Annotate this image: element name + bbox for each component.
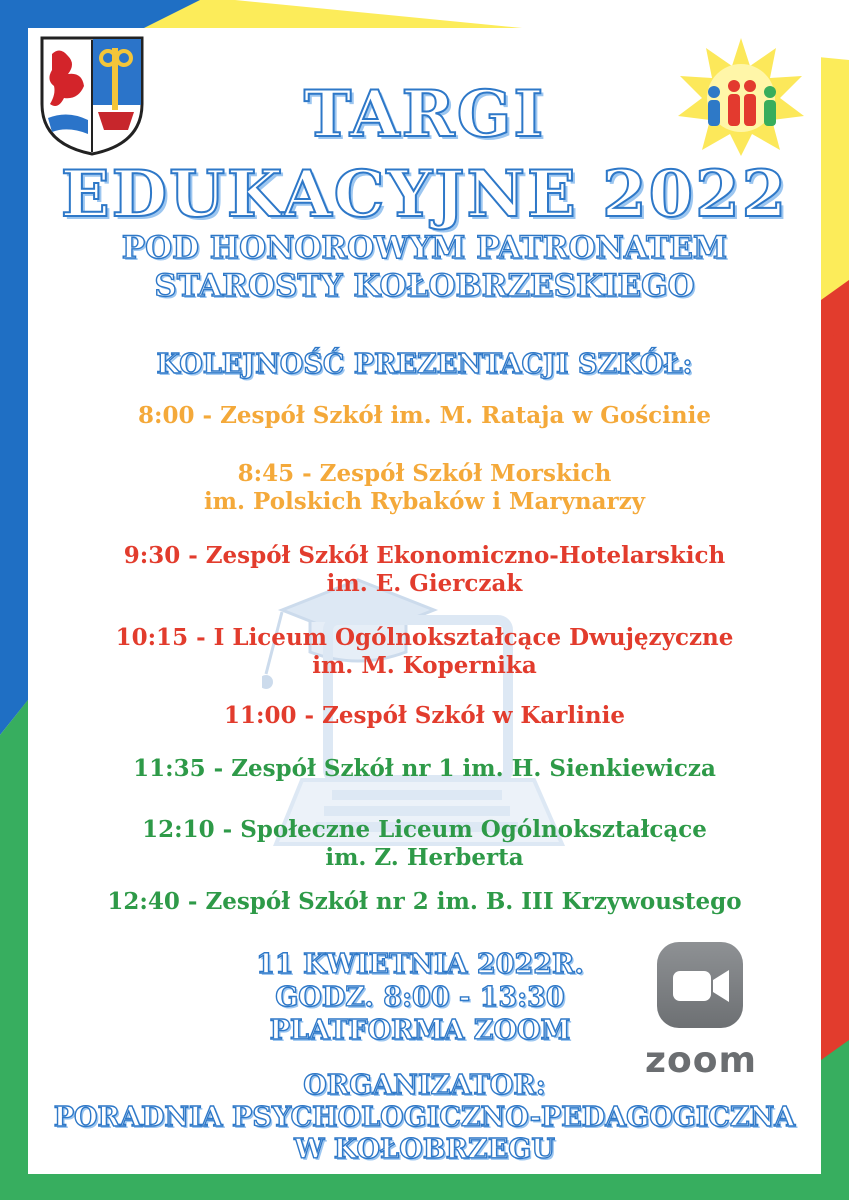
schedule-line: 12:10 - Społeczne Liceum Ogólnokształcące [142,816,707,843]
event-info [160,948,680,1047]
schedule-heading: KOLEJNOŚĆ PREZENTACJI SZKÓŁ: [156,349,693,380]
event-date: 11 KWIETNIA 2022R. [256,949,584,980]
schedule-item [0,755,849,783]
schedule-item [0,624,849,680]
schedule-item [0,888,849,916]
schedule-item [0,542,849,598]
schedule-line: 8:00 - Zespół Szkół im. M. Rataja w Gościnie [138,402,711,429]
organizer-label: ORGANIZATOR: [303,1070,546,1101]
schedule-line: im. M. Kopernika [312,652,537,679]
schedule-line: im. E. Gierczak [326,570,523,597]
schedule-line: im. Polskich Rybaków i Marynarzy [203,488,646,515]
schedule-line: 12:40 - Zespół Szkół nr 2 im. B. III Krzywoustego [107,888,742,915]
schedule-item [0,702,849,730]
zoom-camera-icon [657,942,743,1028]
event-time: GODZ. 8:00 - 13:30 [275,982,565,1013]
schedule-line: 8:45 - Zespół Szkół Morskich [237,460,612,487]
patronage-line-2: STAROSTY KOŁOBRZESKIEGO [154,268,695,304]
organizer-name-line-2: W KOŁOBRZEGU [294,1134,555,1165]
schedule-item [0,816,849,872]
title-line-1: TARGI [303,77,546,152]
title-line-2: EDUKACYJNE 2022 [60,157,789,232]
zoom-logo-text: zoom [645,1040,757,1081]
organizer-block [0,1070,849,1166]
schedule-line: im. Z. Herberta [325,844,524,871]
event-platform: PLATFORMA ZOOM [269,1015,571,1046]
schedule-line: 11:00 - Zespół Szkół w Karlinie [224,702,625,729]
schedule-item [0,460,849,516]
schedule-item [0,402,849,430]
patronage-line-1: POD HONOROWYM PATRONATEM [121,230,728,266]
schedule-line: 9:30 - Zespół Szkół Ekonomiczno-Hotelarskich [123,542,726,569]
schedule-line: 11:35 - Zespół Szkół nr 1 im. H. Sienkiewicza [133,755,716,782]
schedule-line: 10:15 - I Liceum Ogólnokształcące Dwujęzyczne [115,624,734,651]
organizer-name-line-1: PORADNIA PSYCHOLOGICZNO-PEDAGOGICZNA [53,1102,796,1133]
